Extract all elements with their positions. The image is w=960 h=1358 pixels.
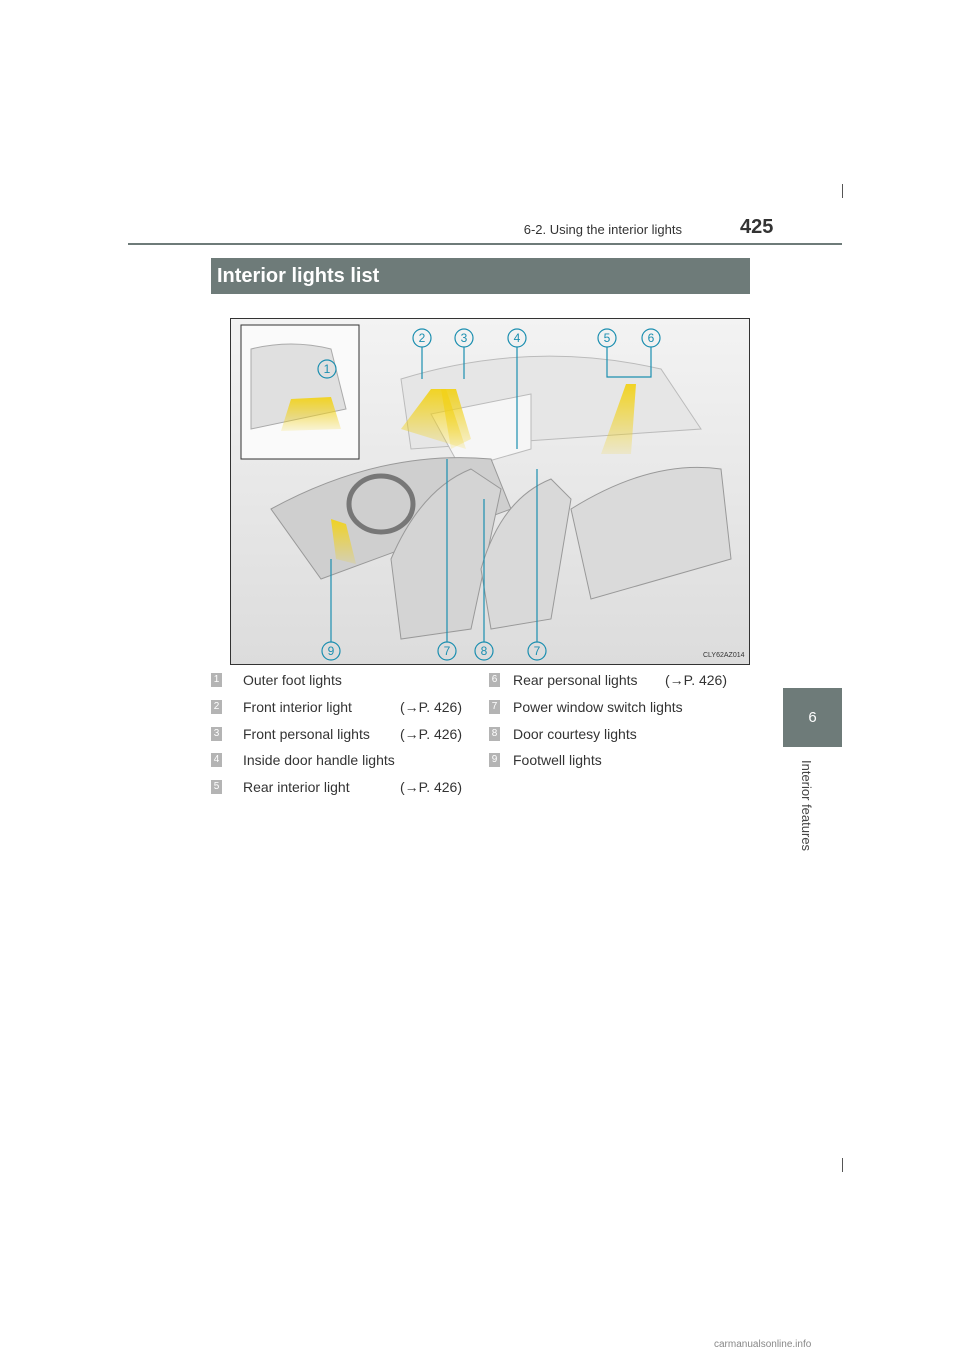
footer-watermark[interactable]: carmanualsonline.info	[714, 1339, 812, 1350]
interior-lights-illustration	[230, 318, 750, 665]
item-label: Inside door handle lights	[243, 752, 395, 768]
item-label: Footwell lights	[513, 752, 602, 768]
item-number-box: 3	[211, 727, 222, 741]
page-reference-link[interactable]: (→P. 426)	[400, 726, 462, 742]
callout-label: 9	[327, 644, 335, 658]
item-number-box: 4	[211, 753, 222, 767]
header-divider	[128, 243, 842, 245]
item-number-box: 7	[489, 700, 500, 714]
item-label: Front interior light	[243, 699, 352, 715]
crop-mark-top	[842, 184, 843, 198]
item-number-box: 2	[211, 700, 222, 714]
callout-label: 6	[647, 331, 655, 345]
callout-label: 1	[323, 362, 331, 376]
callout-label: 2	[418, 331, 426, 345]
callout-label: 7	[443, 644, 451, 658]
item-label: Power window switch lights	[513, 699, 683, 715]
callout-label: 3	[460, 331, 468, 345]
item-label: Rear personal lights	[513, 672, 638, 688]
item-label: Front personal lights	[243, 726, 370, 742]
item-number-box: 6	[489, 673, 500, 687]
chapter-tab[interactable]	[783, 688, 842, 747]
item-label: Rear interior light	[243, 779, 350, 795]
chapter-title: Interior features	[799, 760, 814, 852]
page-reference-link[interactable]: (→P. 426)	[400, 779, 462, 795]
page-reference-link[interactable]: (→P. 426)	[665, 672, 727, 688]
callout-label: 8	[480, 644, 488, 658]
item-label: Door courtesy lights	[513, 726, 637, 742]
item-number-box: 9	[489, 753, 500, 767]
figure-code: CLY62AZ014	[703, 652, 745, 659]
item-number-box: 8	[489, 727, 500, 741]
section-title-bar	[211, 258, 750, 294]
item-number-box: 1	[211, 673, 222, 687]
item-number-box: 5	[211, 780, 222, 794]
section-title: Interior lights list	[217, 265, 380, 287]
chapter-number: 6	[808, 709, 817, 726]
callout-label: 4	[513, 331, 521, 345]
callout-label: 7	[533, 644, 541, 658]
page-reference-link[interactable]: (→P. 426)	[400, 699, 462, 715]
car-interior-drawing	[231, 319, 750, 665]
crop-mark-bottom	[842, 1158, 843, 1172]
header-section-title: 6-2. Using the interior lights	[523, 222, 682, 237]
callout-label: 5	[603, 331, 611, 345]
page-number: 425	[740, 216, 774, 238]
item-label: Outer foot lights	[243, 672, 342, 688]
